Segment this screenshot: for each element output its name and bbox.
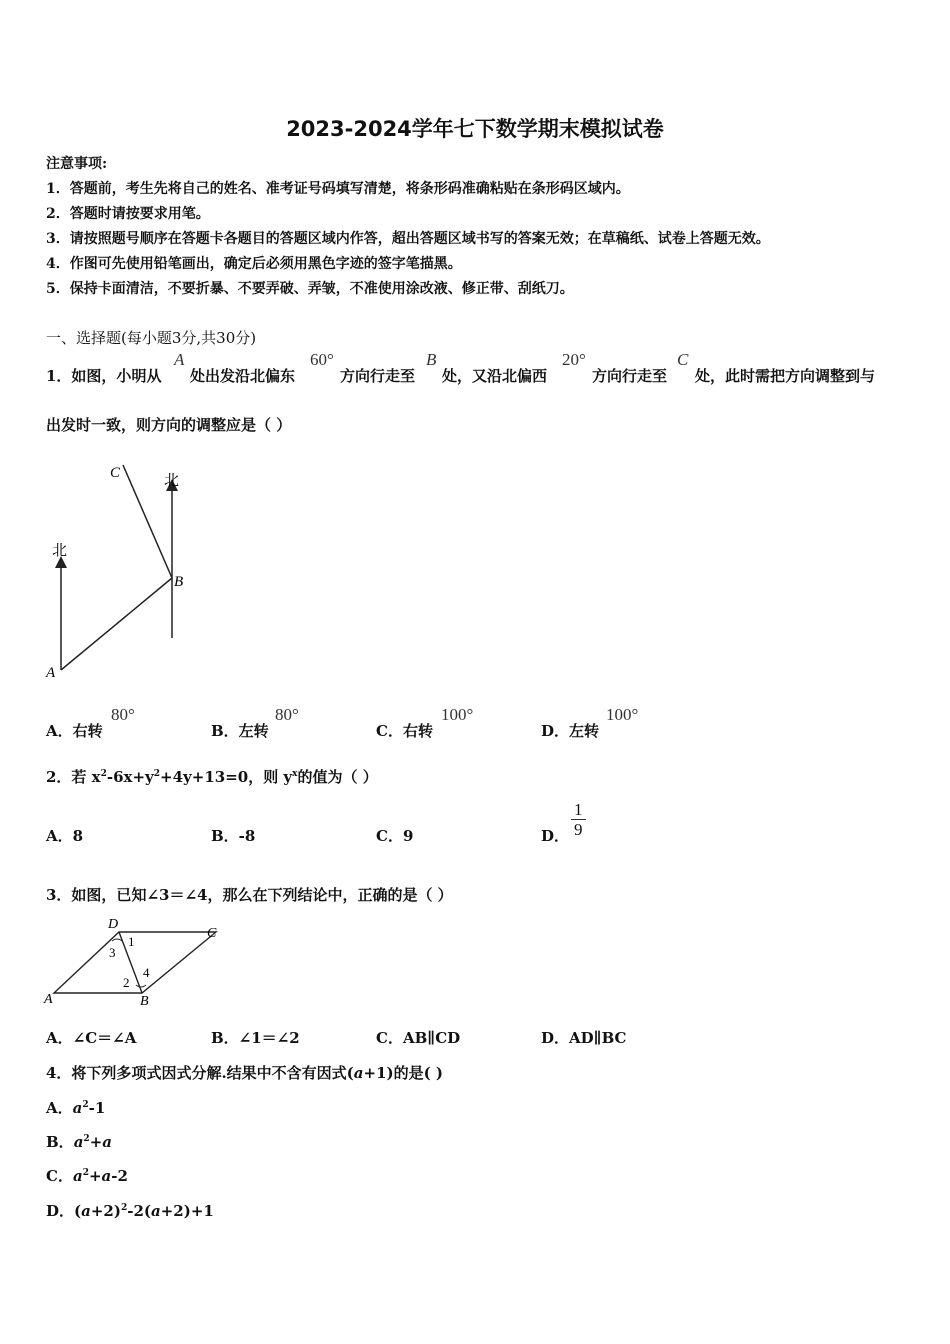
q1-text-5: 方向行走至	[592, 367, 668, 385]
fig-label-b: B	[174, 574, 184, 590]
fig-label-d: D	[108, 917, 119, 932]
notice-item: 5．保持卡面清洁，不要折暴、不要弄破、弄皱，不准使用涂改液、修正带、刮纸刀。	[46, 281, 574, 297]
notice-heading: 注意事项:	[46, 156, 108, 172]
q1-point-a: A	[174, 350, 185, 369]
q2-option-d: D．	[541, 827, 570, 845]
fig-label-a: A	[44, 992, 53, 1007]
north-label-b: 北	[164, 473, 180, 489]
q4-option-c: C．$a^2+a-2$	[46, 1167, 128, 1185]
q3-option-c: C．AB∥CD	[376, 1029, 461, 1047]
q4-option-d: D．$(a+2)^2-2(a+2)+1$	[46, 1202, 214, 1220]
angle-label-1: 1	[128, 934, 135, 949]
q3-option-b: B．∠1＝∠2	[211, 1029, 300, 1047]
notice-item: 3．请按照题号顺序在答题卡各题目的答题区域内作答，超出答题区域书写的答案无效；在草稿纸、试卷上答题无效。	[46, 231, 770, 247]
q4-option-a: A．$a^2-1$	[46, 1099, 106, 1117]
q1-text-1: 1．如图，小明从	[46, 367, 162, 385]
angle-arc-b	[136, 985, 146, 987]
q1-option-a-label: A．右转	[46, 722, 103, 740]
notice-item: 2．答题时请按要求用笔。	[46, 206, 210, 222]
notice-item: 1．答题前，考生先将自己的姓名、准考证号码填写清楚，将条形码准确粘贴在条形码区域内。	[46, 181, 630, 197]
q1-text-2: 处出发沿北偏东	[190, 367, 296, 385]
q2-option-d-fraction: $\frac{1}{9}$	[571, 800, 586, 839]
q2-option-c: C．9	[376, 827, 414, 845]
fig-label-c: C	[110, 465, 121, 481]
q1-option-d-label: D．左转	[541, 722, 600, 740]
angle-label-4: 4	[143, 965, 150, 980]
q1-option-a-value: 80°	[111, 705, 135, 724]
q4-option-b: B．$a^2+a$	[46, 1133, 112, 1151]
q1-text-6: 处，此时需把方向调整到与	[695, 367, 876, 385]
q2-option-a: A．8	[46, 827, 84, 845]
q1-point-c: C	[677, 350, 689, 369]
q3-figure	[40, 913, 225, 1011]
q1-option-b-label: B．左转	[211, 722, 269, 740]
q1-text-4: 处，又沿北偏西	[442, 367, 548, 385]
north-label-a: 北	[52, 543, 68, 559]
angle-label-2: 2	[123, 975, 130, 990]
notice-item: 4．作图可先使用铅笔画出，确定后必须用黑色字迹的签字笔描黑。	[46, 256, 462, 272]
q1-angle-1: 60°	[310, 350, 334, 369]
segment-ab	[61, 578, 172, 670]
q2-option-b: B．-8	[211, 827, 256, 845]
fig-label-c: C	[207, 926, 217, 941]
page-title: 2023-2024学年七下数学期末模拟试卷	[286, 117, 664, 141]
angle-label-3: 3	[109, 945, 116, 960]
q1-text-3: 方向行走至	[340, 367, 416, 385]
q1-option-c-label: C．右转	[376, 722, 433, 740]
q1-option-b-value: 80°	[275, 705, 299, 724]
q3-stem: 3．如图，已知∠3＝∠4，那么在下列结论中，正确的是（ ）	[46, 886, 453, 904]
section-heading: 一、选择题(每小题3分,共30分)	[46, 329, 257, 347]
q3-option-d: D．AD∥BC	[541, 1029, 627, 1047]
fig-label-b: B	[140, 994, 149, 1009]
q1-option-c-value: 100°	[441, 705, 474, 724]
q4-stem: 4．将下列多项式因式分解.结果中不含有因式(a+1)的是( )	[46, 1064, 444, 1082]
q1-point-b: B	[426, 350, 437, 369]
fig-label-a: A	[46, 665, 56, 681]
angle-arc-d	[112, 939, 122, 941]
q1-angle-2: 20°	[562, 350, 586, 369]
q1-option-d-value: 100°	[606, 705, 639, 724]
q3-option-a: A．∠C＝∠A	[46, 1029, 137, 1047]
q2-stem: 2．若 $x^2-6x+y^2+4y+13=0$，则 $y^x$的值为（ ）	[46, 768, 378, 786]
parallelogram	[54, 932, 216, 993]
q1-figure	[40, 455, 200, 685]
q1-text-line2: 出发时一致，则方向的调整应是（ ）	[46, 416, 292, 434]
